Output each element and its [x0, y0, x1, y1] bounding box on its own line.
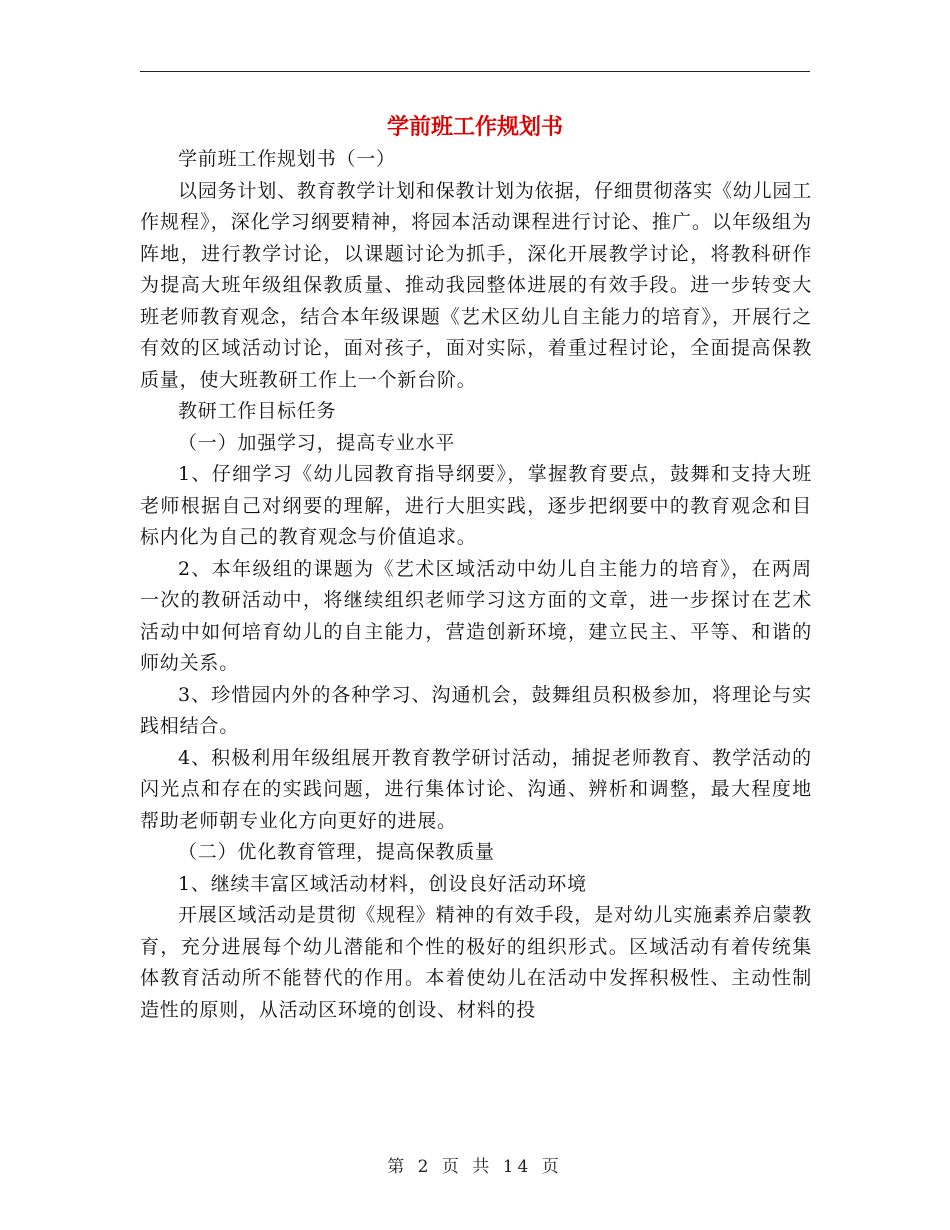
paragraph-subheading-1: （一）加强学习，提高专业水平: [178, 431, 456, 454]
document-title: 学前班工作规划书: [386, 115, 563, 140]
document-body: [140, 144, 812, 1026]
page-number: 第 2 页 共 14 页: [387, 1157, 563, 1177]
paragraph-item-4: 4、积极利用年级组展开教育教学研讨活动，捕捉老师教育、教学活动的闪光点和存在的实践问题，进行集体讨论、沟通、辨析和调整，最大程度地帮助老师朝专业化方向更好的进展。: [140, 746, 812, 832]
header-rule: [140, 71, 810, 72]
paragraph-item-5: 1、继续丰富区域活动材料，创设良好活动环境: [178, 872, 587, 895]
paragraph-subtitle: 学前班工作规划书（一）: [178, 148, 396, 170]
paragraph-intro: 以园务计划、教育教学计划和保教计划为依据，仔细贯彻落实《幼儿园工作规程》，深化学习纲要精神，将园本活动课程进行讨论、推广。以年级组为阵地，进行教学讨论，以课题讨论为抓手，深化开展教学讨论，将教科研作为提高大班年级组保教质量、推动我园整体进展的有效手段。进一步转变大班老师教育观念，结合本年级课题《艺术区幼儿自主能力的培育》，开展行之有效的区域活动讨论，面对孩子，面对实际，着重过程讨论，全面提高保教质量，使大班教研工作上一个新台阶。: [140, 179, 812, 391]
paragraph-item-2: 2、本年级组的课题为《艺术区域活动中幼儿自主能力的培育》，在两周一次的教研活动中，将继续组织老师学习这方面的文章，进一步探讨在艺术活动中如何培育幼儿的自主能力，营造创新环境，建立民主、平等、和谐的师幼关系。: [140, 557, 812, 674]
paragraph-item-3: 3、珍惜园内外的各种学习、沟通机会，鼓舞组员积极参加，将理论与实践相结合。: [140, 683, 812, 737]
paragraph-subheading-2: （二）优化教育管理，提高保教质量: [178, 841, 495, 863]
paragraph-section-heading: 教研工作目标任务: [178, 400, 337, 422]
paragraph-item-1: 1、仔细学习《幼儿园教育指导纲要》，掌握教育要点，鼓舞和支持大班老师根据自己对纲要的理解，进行大胆实践，逐步把纲要中的教育观念和目标内化为自己的教育观念与价值追求。: [140, 463, 812, 548]
paragraph-area-activity: 开展区域活动是贯彻《规程》精神的有效手段，是对幼儿实施素养启蒙教育，充分进展每个幼儿潜能和个性的极好的组织形式。区域活动有着传统集体教育活动所不能替代的作用。本着使幼儿在活动中发挥积极性、主动性制造性的原则，从活动区环境的创设、材料的投: [140, 904, 812, 1021]
